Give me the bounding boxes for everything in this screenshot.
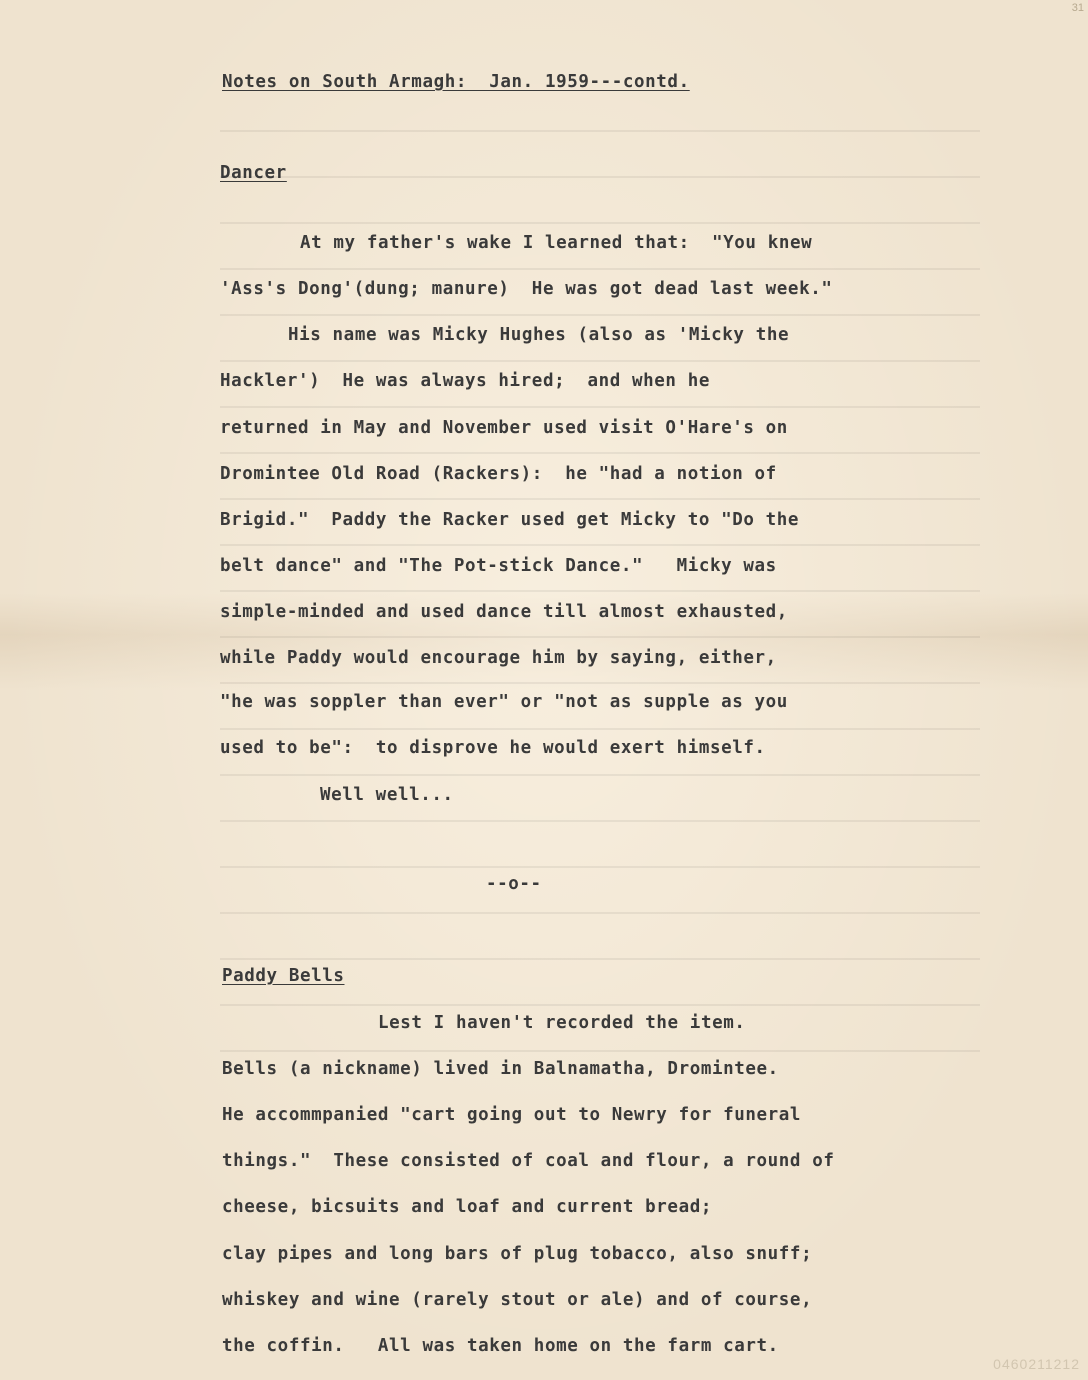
archive-number: 0460211212	[993, 1356, 1080, 1372]
text-line: things." These consisted of coal and flour, a round of	[222, 1151, 835, 1171]
text-line: simple-minded and used dance till almost exhausted,	[220, 602, 788, 622]
text-line: cheese, bicsuits and loaf and current bread;	[222, 1197, 712, 1217]
text-line: whiskey and wine (rarely stout or ale) and of course,	[222, 1290, 813, 1310]
text-line: Brigid." Paddy the Racker used get Micky to "Do the	[220, 510, 800, 530]
text-line: clay pipes and long bars of plug tobacco, also snuff;	[222, 1244, 813, 1264]
text-line: He accommpanied "cart going out to Newry for funeral	[222, 1105, 802, 1125]
text-line: while Paddy would encourage him by saying, either,	[220, 648, 777, 668]
text-line: Lest I haven't recorded the item.	[378, 1013, 746, 1033]
text-line: 'Ass's Dong'(dung; manure) He was got dead last week."	[220, 279, 833, 299]
text-line: used to be": to disprove he would exert himself.	[220, 738, 766, 758]
section-title-paddy-bells: Paddy Bells	[222, 966, 345, 986]
text-line: Bells (a nickname) lived in Balnamatha, Dromintee.	[222, 1059, 779, 1079]
text-line: His name was Micky Hughes (also as 'Micky the	[288, 325, 790, 345]
section-title-dancer: Dancer	[220, 163, 287, 183]
section-separator: --o--	[486, 874, 542, 894]
text-line: Hackler') He was always hired; and when he	[220, 371, 710, 391]
text-line: belt dance" and "The Pot-stick Dance." Micky was	[220, 556, 777, 576]
text-line: "he was soppler than ever" or "not as supple as you	[220, 692, 788, 712]
text-line: Well well...	[320, 785, 454, 805]
page-number: 31	[1071, 2, 1084, 14]
page-heading: Notes on South Armagh: Jan. 1959---contd.	[222, 72, 690, 92]
text-line: the coffin. All was taken home on the farm cart.	[222, 1336, 779, 1356]
text-line: At my father's wake I learned that: "You knew	[300, 233, 813, 253]
text-line: returned in May and November used visit O'Hare's on	[220, 418, 788, 438]
text-line: Dromintee Old Road (Rackers): he "had a notion of	[220, 464, 777, 484]
